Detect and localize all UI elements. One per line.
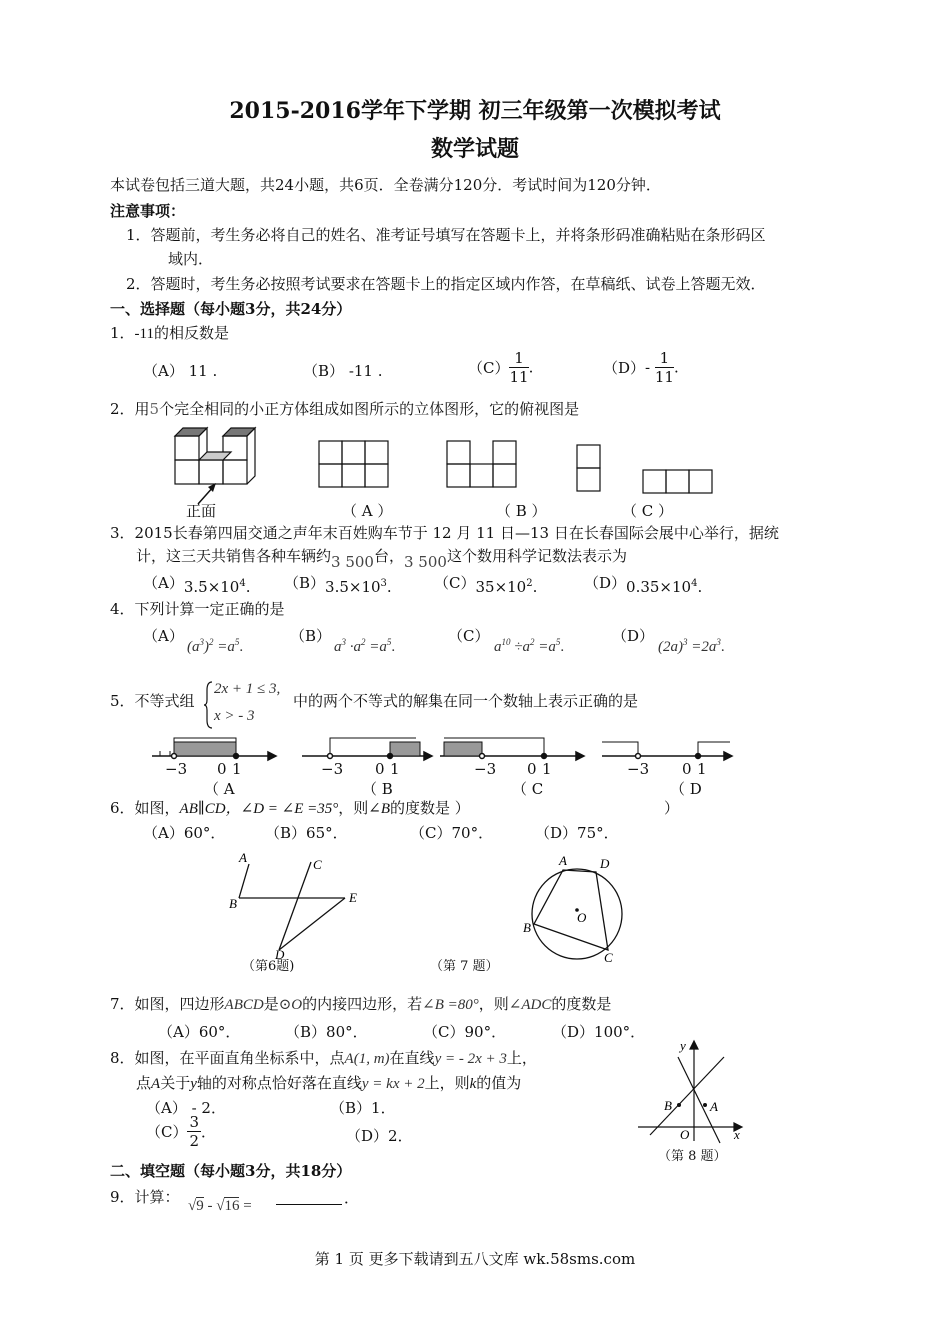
q2-option-a-figure[interactable] [318,440,390,488]
q8-line1m2: y = - 2x + 3 [434,1051,507,1067]
q3-a-exp: 4 [239,578,246,589]
q9-equals: = [239,1198,252,1214]
q3-d-value: 0.35×10 [626,578,692,596]
q5-stem-a: 5．不等式组 [110,692,195,710]
q5-d-tick-1: 1 [697,760,707,778]
q2-option-c[interactable]: （ C ） [622,502,674,520]
q4-option-d-expr[interactable]: $(2a)^3 =2a^3$. [658,637,725,655]
q6-stem-math2: ∠B [368,801,391,817]
q8-line2c: 轴的对称点恰好落在直线 [196,1074,362,1092]
q8-c-label: （C） [146,1123,188,1141]
q4-option-c-expr[interactable]: $a^{10} \div a^2 =a^5$. [494,637,565,655]
q5-stem-b: 中的两个不等式的解集在同一个数轴上表示正确的是 [293,692,639,710]
q3-c-value: 35×10 [475,578,527,596]
exam-title: 2015-2016学年下学期 初三年级第一次模拟考试 [229,98,721,124]
q8-option-b[interactable]: （B）1． [330,1099,396,1117]
q3-d-label: （D） [584,574,627,592]
q6-stem-math: AB∥CD，∠D = ∠E =35° [179,801,339,817]
q2-option-d-figure[interactable] [642,469,714,495]
q8-line1c: 上， [506,1049,537,1067]
q8-c-num: 3 [189,1113,200,1131]
q5-ineq2: x > - 3 [214,708,255,724]
q2-option-b[interactable]: （ B ） [496,502,547,520]
q6-label-c: C [313,857,322,872]
q4-option-a-label[interactable]: （A） [143,627,184,645]
q9-sqrt9: √9 [188,1198,204,1214]
q5-a-tick-neg3: −3 [165,760,188,778]
q3-b-value: 3.5×10 [325,578,381,596]
q8-line2m: A [151,1076,161,1092]
q7-option-d[interactable]: （D）100°． [552,1023,646,1041]
q6-stem-c: 的度数是 ） [390,799,470,817]
q1-num: 1． [110,324,135,342]
q8-line2m2: y [190,1076,197,1092]
q6-stem-close: ） [664,799,680,817]
q7-label-b: B [523,920,531,935]
q8-caption: （第 8 题） [658,1149,727,1164]
q1-d-label: （D） [603,359,646,377]
q6-label-e: E [349,890,357,905]
q5-b-tick-0: 0 [375,760,385,778]
q2-option-b-figure[interactable] [446,440,518,488]
q4-option-d-label[interactable]: （D） [612,627,655,645]
q6-stem-a: 6．如图， [110,799,180,817]
q7-option-b[interactable]: （B）80°． [285,1023,368,1041]
q3-line2a: 计，这三天共销售各种车辆约 [136,547,332,565]
q1-option-a[interactable]: （A） 11 . [143,362,218,380]
q6-stem-b: ，则 [338,799,369,817]
q5-d-tick-neg3: −3 [627,760,650,778]
q2-stem [110,398,579,419]
q5-c-tick-neg3: −3 [474,760,497,778]
q3-option-c[interactable]: $(C)35\times 10^2$. [434,574,538,596]
q5-brace [204,680,214,730]
exam-subtitle: 数学试题 [430,136,519,162]
q2-front-label: 正面 [186,502,217,520]
q5-d-tick-0: 0 [682,760,692,778]
q8-line2m3: y = kx + 2 [361,1076,425,1092]
q8-figure [634,1035,749,1145]
q3-a-label: （A） [143,574,184,592]
q1-d-fraction [655,349,674,386]
q7-stem-m3: ∠B =80° [422,997,479,1013]
q3-c-exp: 2 [526,578,533,589]
q5-b-tick-neg3: −3 [321,760,344,778]
q3-b-exp: 3 [380,578,387,589]
q3-line2e: 这个数用科学记数法表示为 [446,547,627,565]
note-2: 2．答题时，考生务必按照考试要求在答题卡上的指定区域内作答，在草稿纸、试卷上答题无效． [126,275,766,293]
q7-stem-m4: ∠ADC [508,997,552,1013]
q7-stem-d: ，则 [478,995,509,1013]
q7-option-a[interactable]: （A）60°． [158,1023,241,1041]
q3-a-value: 3.5×10 [183,578,240,596]
q7-stem-c: 的内接四边形，若 [302,995,423,1013]
q4-option-b-label[interactable]: （B） [290,627,332,645]
q1-option-c[interactable]: （C） $\frac{1}{11}$ . [468,349,534,386]
notes-heading: 注意事项： [110,202,186,220]
q5-option-b[interactable]: （ B [362,780,393,798]
q3-option-b[interactable]: $(B)3.5\times 10^3$. [284,574,392,596]
q6-label-d: D [275,947,285,962]
q5-c-tick-1: 1 [542,760,552,778]
q1-a-label: （A） [143,362,184,380]
q8-line2b: 关于 [160,1074,191,1092]
q3-num2: 3 500 [403,553,447,571]
q3-option-a[interactable]: $(A)3.5\times 10^4$. [143,574,251,596]
q8-line1b: 在直线 [389,1049,435,1067]
q8-line2d: 上，则 [424,1074,470,1092]
q8-line1m: A(1, m) [344,1051,390,1067]
q7-label-o: O [577,910,587,925]
q3-line1: 3．2015长春第四届交通之声年末百姓购车节于 12 月 11 日—13 日在长春国际会展中心举行，据统 [110,524,779,542]
q2-stem-a: 2．用 [110,400,150,418]
q4-stem: 4．下列计算一定正确的是 [110,600,285,618]
q1-b-value: -11 [348,362,373,380]
q6-seg-ab [239,864,249,898]
q3-c-label: （C） [434,574,476,592]
q8-label-y: y [680,1038,686,1053]
q4-option-b-expr[interactable]: $a^3 \cdot a^2 =a^5$. [334,637,396,655]
section1-heading: 一、选择题（每小题3分，共24分） [110,300,352,318]
q7-stem-b: 是 [263,995,279,1013]
intro-text: 本试卷包括三道大题，共24小题，共6页．全卷满分120分．考试时间为120分钟． [110,176,661,194]
q7-stem-m2: ⊙O [278,997,303,1013]
q1-text: 的相反数是 [154,324,230,342]
q6-option-a[interactable]: （A）60°． [143,824,226,842]
q8-label-o: O [680,1127,690,1142]
q9-minus: - [203,1198,217,1214]
q3-num1: 3 500 [331,553,374,571]
q9-answer-blank[interactable] [276,1188,342,1205]
q1-option-b[interactable]: （B） -11 . [303,362,383,380]
q1-b-label: （B） [303,362,345,380]
q8-line2 [136,1072,521,1093]
q7-label-c: C [604,950,613,965]
q8-line1 [110,1047,537,1068]
q3-b-label: （B） [284,574,326,592]
q7-stem-a: 7．如图，四边形 [110,995,225,1013]
q4-option-c-label[interactable]: （C） [448,627,490,645]
q6-caption: （第6题) [242,959,295,974]
q6-label-a: A [239,850,247,865]
q9-end-mark: ． [344,1189,360,1207]
q8-y-arrow [690,1041,698,1049]
q7-label-d: D [600,856,610,871]
q1-c-fraction [509,349,528,386]
q1-a-value: 11 [188,362,208,380]
q7-stem [110,993,611,1014]
q1-c-label: （C） [468,359,510,377]
q4-option-a-expr[interactable]: $(a^3)^2 =a^5$. [187,637,244,655]
q8-line1a: 8．如图，在平面直角坐标系中，点 [110,1049,345,1067]
q8-line-k [650,1057,724,1135]
q3-line2 [136,545,627,571]
q7-figure [518,848,638,968]
q8-option-d[interactable]: （D）2． [346,1127,413,1145]
q1-value: -11 [134,326,154,342]
q9-stem: 9．计算： [110,1188,180,1206]
note-1: 1．答题前，考生务必将自己的姓名、准考证号填写在答题卡上，并将条形码准确粘贴在条形码区 [126,226,766,244]
q8-option-c[interactable] [146,1113,216,1150]
q8-line2e: 的值为 [476,1074,522,1092]
q8-point-b [677,1103,681,1107]
q3-d-exp: 4 [691,578,698,589]
q8-c-den: 2 [189,1132,200,1150]
q5-a-tick-1: 1 [232,760,242,778]
q2-option-a[interactable]: （ A ） [342,502,393,520]
q3-line2c: 台， [373,547,404,565]
q1-option-d[interactable]: （D）- $\frac{1}{11}$ . [603,349,679,386]
q8-line2m4: k [469,1076,477,1092]
q8-line2a: 点 [136,1074,152,1092]
q1-d-den: 11 [654,368,674,386]
q9-expression [188,1198,252,1215]
q8-label-x: x [734,1127,740,1142]
q5-option-d[interactable]: （ D [670,780,702,798]
q7-stem-m1: ABCD [224,997,264,1013]
q7-stem-e: 的度数是 [551,995,612,1013]
q6-figure [225,850,365,965]
q1-stem [110,322,229,343]
q5-option-a[interactable]: （ A [204,780,235,798]
q5-option-c[interactable]: （ C [512,780,544,798]
q6-label-b: B [229,896,237,911]
q8-c-end: ． [201,1123,217,1141]
q5-c-tick-0: 0 [527,760,537,778]
q7-label-a: A [559,853,567,868]
q1-c-den: 11 [509,368,529,386]
q6-option-b[interactable]: （B）65°． [265,824,348,842]
q1-c-num: 1 [509,349,528,368]
q5-a-tick-0: 0 [217,760,227,778]
q7-option-c[interactable]: （C）90°． [423,1023,507,1041]
q9-sqrt16: √16 [216,1198,240,1214]
q8-label-b: B [664,1098,672,1113]
q6-option-d[interactable]: （D）75°． [535,824,619,842]
q1-d-num: 1 [655,349,674,368]
q3-option-d[interactable]: $(D)0.35\times 10^4$. [584,574,703,596]
q1-d-sign: - [645,358,651,377]
q2-stem-b: 个完全相同的小正方体组成如图所示的立体图形，它的俯视图是 [159,400,580,418]
page-footer: 第 1 页 更多下载请到五八文库 wk.58sms.com [314,1250,636,1268]
q8-c-fraction [187,1113,201,1150]
q7-caption: （第 7 题） [430,959,499,974]
q5-b-tick-1: 1 [390,760,400,778]
q5-ineq1: 2x + 1 ≤ 3, [214,681,281,697]
q8-label-a: A [710,1099,718,1114]
q6-stem [110,797,470,818]
section2-heading: 二、填空题（每小题3分，共18分） [110,1162,352,1180]
q8-option-a[interactable]: （A） - 2． [146,1099,226,1117]
q8-point-a [703,1103,707,1107]
q2-count: 5 [149,400,160,418]
q2-option-c-figure[interactable] [576,444,602,492]
note-1-cont: 域内． [168,250,214,268]
q6-option-c[interactable]: （C）70°． [410,824,494,842]
